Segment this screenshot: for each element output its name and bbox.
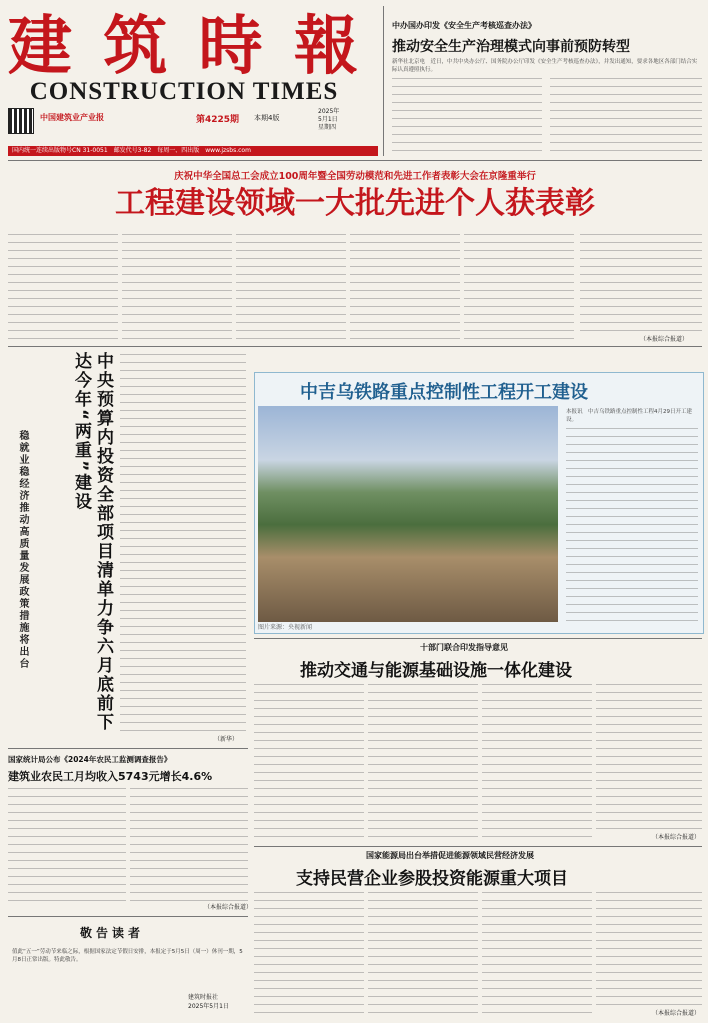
feature-headline: 中吉乌铁路重点控制性工程开工建设	[300, 382, 588, 403]
masthead-char: 時	[198, 9, 265, 84]
energy-headline: 支持民营企业参股投资能源重大项目	[296, 869, 568, 889]
farmer-source: （本报综合报道）	[204, 904, 253, 911]
feature-caption: 本报讯 中吉乌铁路重点控制性工程4月29日开工建设。	[566, 409, 692, 423]
transport-column	[482, 682, 592, 842]
story-column	[464, 232, 574, 342]
transport-column	[368, 682, 478, 842]
story-column	[122, 232, 232, 342]
divider	[8, 748, 248, 749]
top-story-column	[392, 76, 542, 154]
top-story-kicker: 中办国办印发《安全生产考核巡查办法》	[392, 21, 536, 30]
railway-construction-photo	[258, 406, 558, 622]
issue-date	[318, 108, 339, 132]
column-divider	[383, 6, 384, 156]
date-year: 2025年	[318, 108, 340, 115]
divider	[8, 160, 702, 161]
top-story-column	[550, 76, 702, 154]
lead-source: （新华）	[214, 736, 239, 743]
masthead-english: CONSTRUCTION TIMES	[29, 78, 339, 105]
masthead-char: 建	[8, 9, 74, 84]
story-column	[580, 232, 702, 336]
feature-photo-credit: 图片来源：央视新闻	[258, 624, 313, 631]
notice-sign: 建筑时报社	[188, 994, 219, 1001]
qr-code-icon	[8, 108, 34, 134]
farmer-column	[8, 786, 126, 902]
story-column	[8, 232, 118, 342]
transport-headline: 推动交通与能源基础设施一体化建设	[300, 661, 572, 681]
energy-column	[482, 890, 592, 1018]
transport-column	[254, 682, 364, 842]
date-weekday: 星期四	[318, 124, 337, 131]
transport-kicker: 十部门联合印发指导意见	[420, 643, 508, 652]
energy-kicker: 国家能源局出台举措促进能源领域民营经济发展	[366, 851, 534, 860]
notice-date: 2025年5月1日	[188, 1003, 229, 1010]
energy-column	[596, 890, 702, 1008]
farmer-column	[130, 786, 248, 902]
lead-story-column	[120, 352, 246, 732]
lead-vertical-kicker: 稳就业稳经济推动高质量发展政策措施将出台	[17, 430, 28, 670]
masthead-char: 報	[293, 9, 360, 84]
banner-kicker: 庆祝中华全国总工会成立100周年暨全国劳动模范和先进工作者表彰大会在京隆重举行	[174, 171, 536, 182]
divider	[254, 846, 702, 847]
masthead-char: 筑	[103, 9, 170, 84]
transport-column	[596, 682, 702, 832]
story-column	[350, 232, 460, 342]
story-source: （本报综合报道）	[640, 336, 689, 343]
sponsor-label: 中国建筑业产业报	[40, 113, 104, 122]
info-bar: 国内统一连续出版物号CN 31-0051 邮发代号3-82 每周一、四出版 www.jzsbs.com	[8, 146, 378, 156]
notice-title: 敬告读者	[80, 926, 145, 940]
divider	[8, 346, 702, 347]
top-story-headline: 推动安全生产治理模式向事前预防转型	[392, 39, 630, 55]
story-column	[236, 232, 346, 342]
energy-source: （本报综合报道）	[652, 1010, 701, 1017]
transport-source: （本报综合报道）	[652, 834, 701, 841]
date-day: 5月1日	[318, 116, 338, 123]
farmer-headline: 建筑业农民工月均收入5743元增长4.6%	[8, 770, 213, 783]
banner-headline: 工程建设领域一大批先进个人获表彰	[115, 186, 595, 221]
top-story-lead: 新华社北京电 近日，中共中央办公厅、国务院办公厅印发《安全生产考核巡查办法》，并发出通知，要求各地区各部门结合实际认真遵照执行。	[392, 59, 698, 73]
masthead-title	[8, 6, 360, 84]
energy-column	[368, 890, 478, 1018]
energy-column	[254, 890, 364, 1018]
lead-vertical-headline: 中央预算内投资全部项目清单力争六月底前下达今年“两重”建设	[71, 352, 113, 732]
farmer-kicker: 国家统计局公布《2024年农民工监测调查报告》	[8, 755, 172, 764]
issue-number: 第4225期	[196, 115, 240, 125]
notice-body: 值此“五一”劳动节来临之际，根据国家法定节假日安排，本报定于5月5日（周一）休刊一期，5月8日正常出版。特此敬告。	[12, 949, 243, 963]
feature-column	[566, 426, 698, 626]
page-count: 本期4版	[254, 114, 280, 122]
divider	[254, 638, 702, 639]
